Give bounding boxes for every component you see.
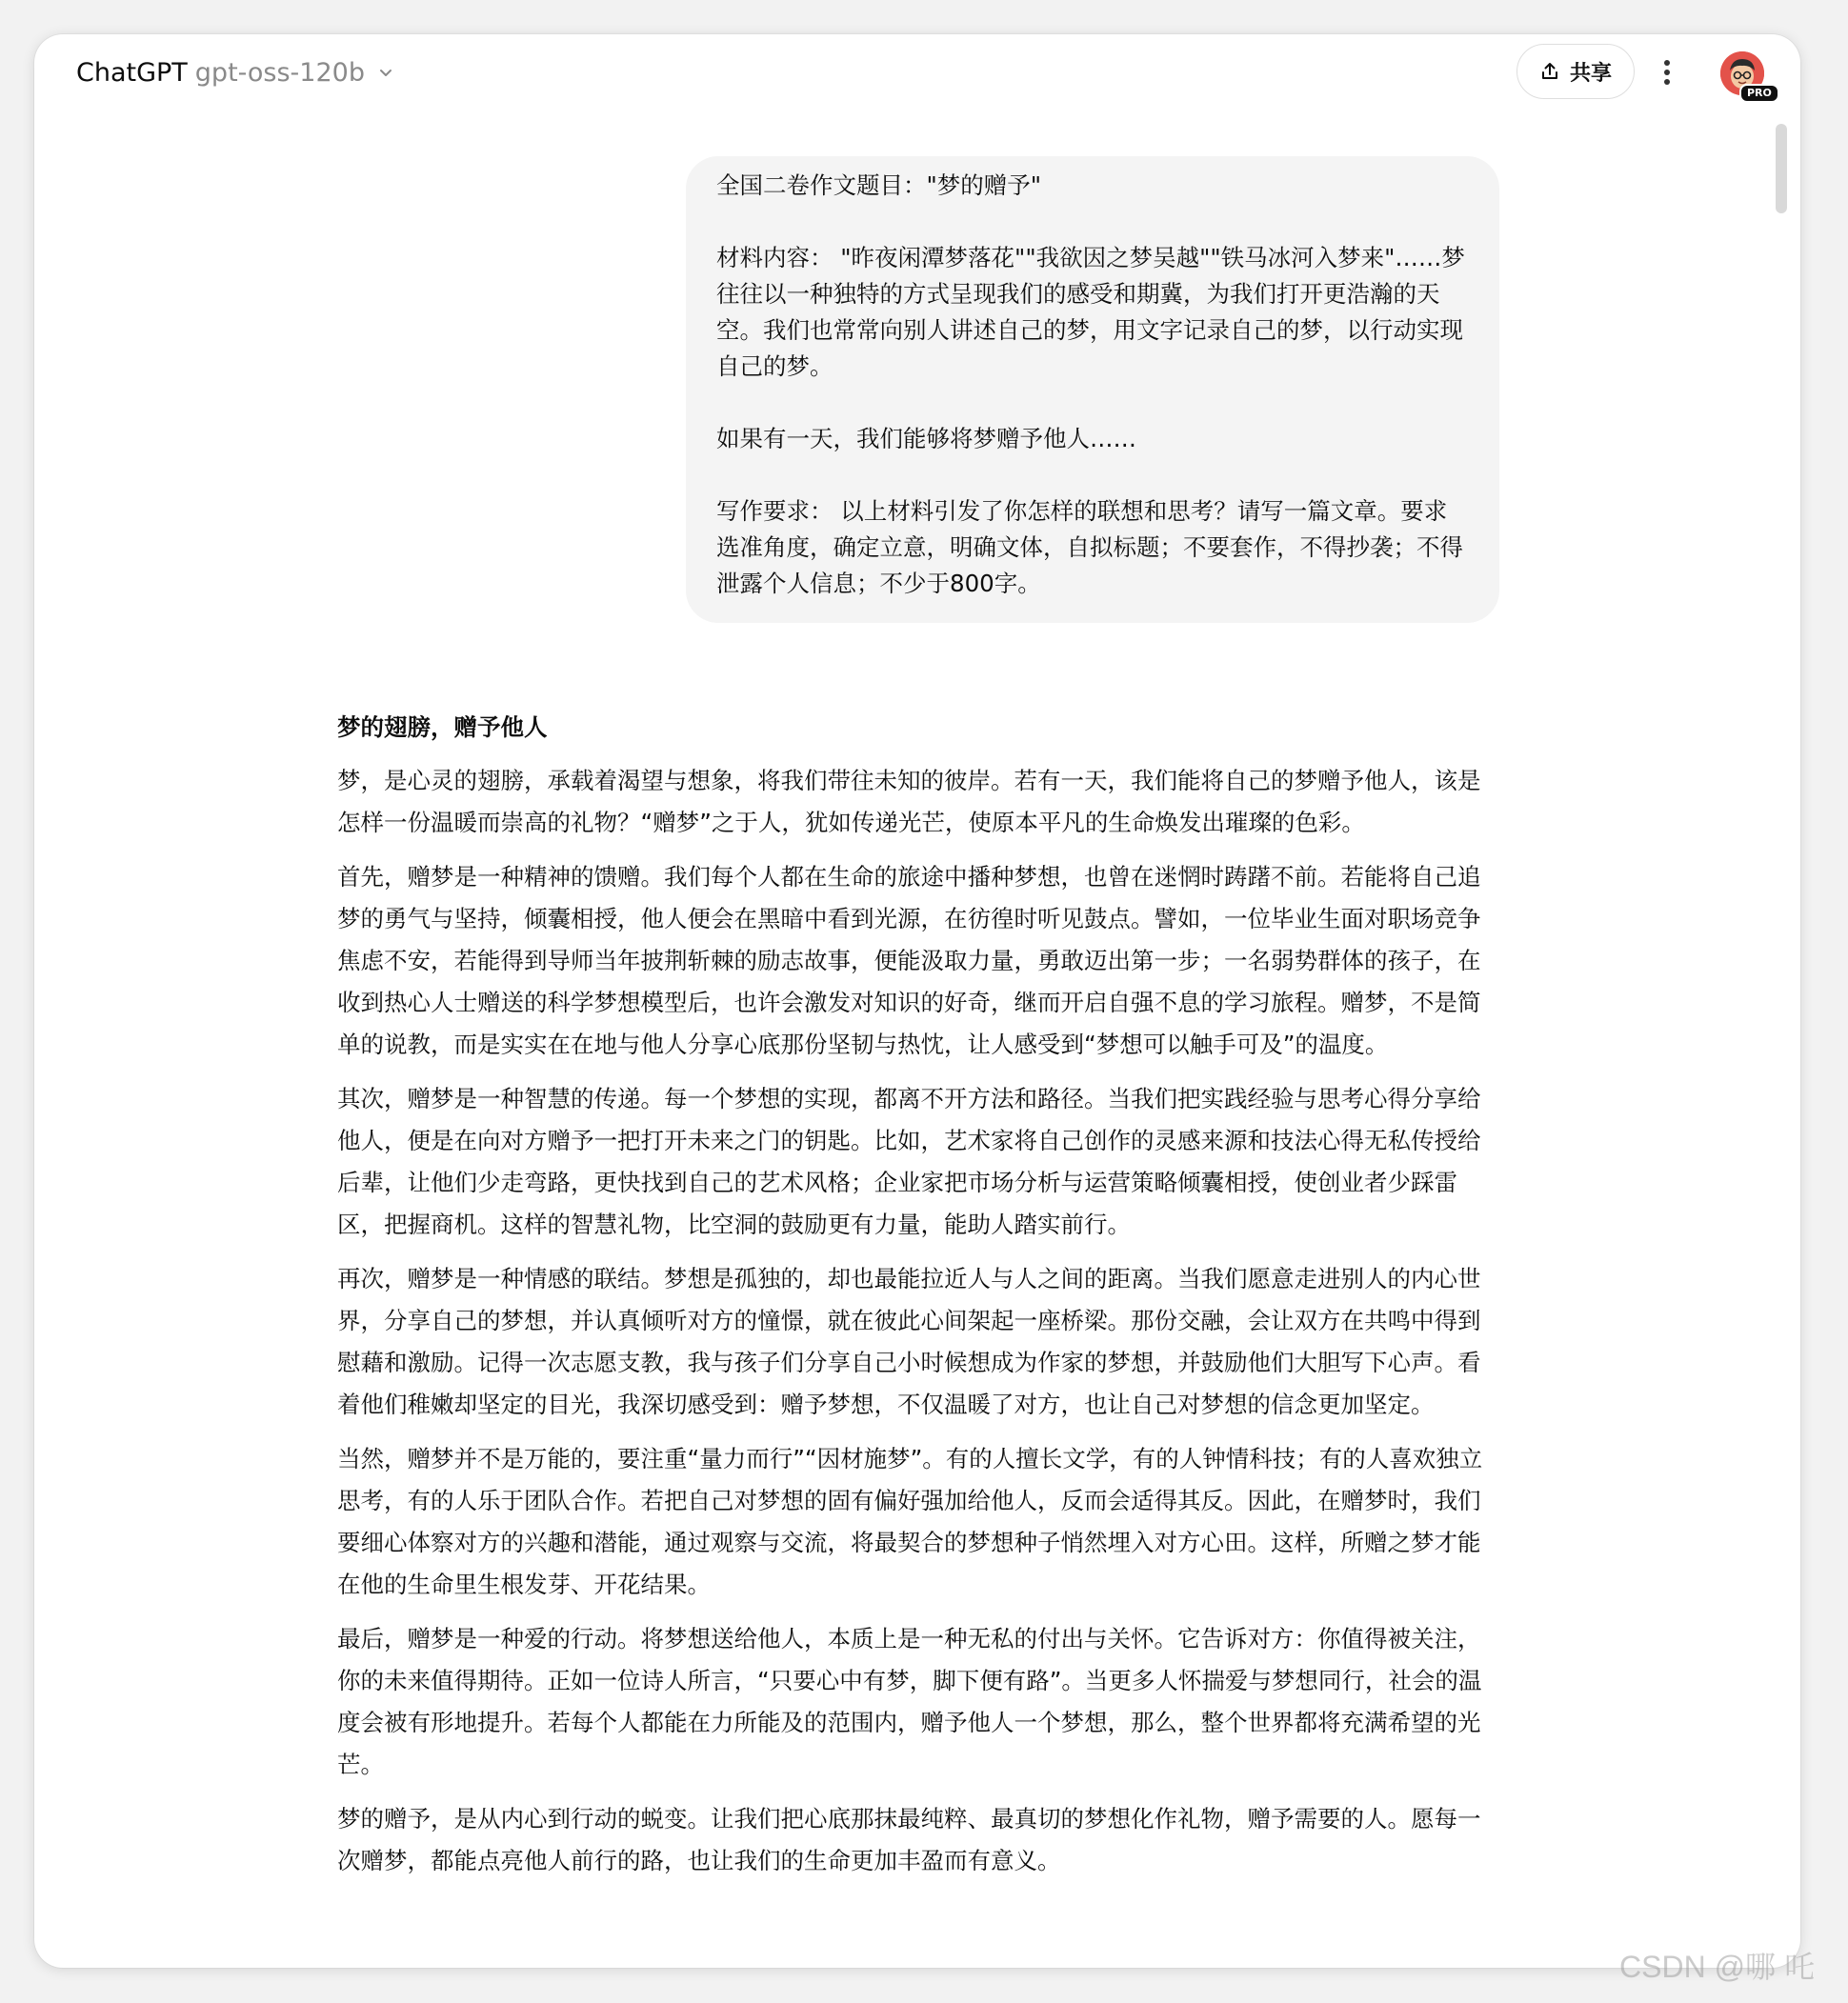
user-message-paragraph: 全国二卷作文题目："梦的赠予" <box>716 171 1042 199</box>
essay-title: 梦的翅膀，赠予他人 <box>337 713 548 741</box>
user-message-paragraph: 写作要求： 以上材料引发了你怎样的联想和思考？请写一篇文章。要求选准角度，确定立意，明确文体，自拟标题；不要套作，不得抄袭；不得泄露个人信息；不少于800字。 <box>716 497 1463 597</box>
share-button[interactable] <box>1517 44 1635 99</box>
chevron-down-icon <box>376 63 395 82</box>
essay-paragraph: 最后，赠梦是一种爱的行动。将梦想送给他人，本质上是一种无私的付出与关怀。它告诉对方：你值得被关注，你的未来值得期待。正如一位诗人所言，“只要心中有梦，脚下便有路”。当更多人怀揣爱与梦想同行，社会的温度会被有形地提升。若每个人都能在力所能及的范围内，赠予他人一个梦想，那么，整个世界都将充满希望的光芒。 <box>337 1625 1482 1778</box>
essay-paragraph: 当然，赠梦并不是万能的，要注重“量力而行”“因材施梦”。有的人擅长文学，有的人钟情科技；有的人喜欢独立思考，有的人乐于团队合作。若把自己对梦想的固有偏好强加给他人，反而会适得其反。因此，在赠梦时，我们要细心体察对方的兴趣和潜能，通过观察与交流，将最契合的梦想种子悄然埋入对方心田。这样，所赠之梦才能在他的生命里生根发芽、开花结果。 <box>337 1445 1483 1598</box>
user-message-paragraph: 如果有一天，我们能够将梦赠予他人…… <box>716 425 1136 452</box>
user-message-paragraph: 材料内容： "昨夜闲潭梦落花""我欲因之梦吴越""铁马冰河入梦来"……梦往往以一种独特的方式呈现我们的感受和期冀，为我们打开更浩瀚的天空。我们也常常向别人讲述自己的梦，用文字记录自己的梦，以行动实现自己的梦。 <box>716 244 1465 380</box>
model-selector[interactable] <box>76 53 395 91</box>
assistant-response <box>337 707 1501 1894</box>
essay-paragraph: 其次，赠梦是一种智慧的传递。每一个梦想的实现，都离不开方法和路径。当我们把实践经验与思考心得分享给他人，便是在向对方赠予一把打开未来之门的钥匙。比如，艺术家将自己创作的灵感来源和技法心得无私传授给后辈，让他们少走弯路，更快找到自己的艺术风格；企业家把市场分析与运营策略倾囊相授，使创业者少踩雷区，把握商机。这样的智慧礼物，比空洞的鼓励更有力量，能助人踏实前行。 <box>337 1085 1481 1238</box>
more-vertical-icon <box>1663 59 1671 86</box>
essay-paragraph: 首先，赠梦是一种精神的馈赠。我们每个人都在生命的旅途中播种梦想，也曾在迷惘时踌躇不前。若能将自己追梦的勇气与坚持，倾囊相授，他人便会在黑暗中看到光源，在彷徨时听见鼓点。譬如，一位毕业生面对职场竞争焦虑不安，若能得到导师当年披荆斩棘的励志故事，便能汲取力量，勇敢迈出第一步；一名弱势群体的孩子，在收到热心人士赠送的科学梦想模型后，也许会激发对知识的好奇，继而开启自强不息的学习旅程。赠梦，不是简单的说教，而是实实在在地与他人分享心底那份坚韧与热忱，让人感受到“梦想可以触手可及”的温度。 <box>337 863 1481 1058</box>
user-avatar[interactable] <box>1720 51 1772 99</box>
chat-window <box>34 34 1800 1968</box>
pro-badge: PRO <box>1739 84 1779 103</box>
top-bar <box>34 34 1800 112</box>
share-label: 共享 <box>1569 61 1612 86</box>
more-options-button[interactable] <box>1646 51 1688 93</box>
essay-paragraph: 梦，是心灵的翅膀，承载着渴望与想象，将我们带往未知的彼岸。若有一天，我们能将自己的梦赠予他人，该是怎样一份温暖而崇高的礼物？“赠梦”之于人，犹如传递光芒，使原本平凡的生命焕发出璀璨的色彩。 <box>337 767 1481 836</box>
model-name: gpt-oss-120b <box>194 57 365 88</box>
watermark: CSDN @哪 吒 <box>1619 1950 1815 1984</box>
scrollbar-thumb[interactable] <box>1776 124 1787 213</box>
essay-paragraph: 再次，赠梦是一种情感的联结。梦想是孤独的，却也最能拉近人与人之间的距离。当我们愿意走进别人的内心世界，分享自己的梦想，并认真倾听对方的憧憬，就在彼此心间架起一座桥梁。那份交融，会让双方在共鸣中得到慰藉和激励。记得一次志愿支教，我与孩子们分享自己小时候想成为作家的梦想，并鼓励他们大胆写下心声。看着他们稚嫩却坚定的目光，我深切感受到：赠予梦想，不仅温暖了对方，也让自己对梦想的信念更加坚定。 <box>337 1265 1481 1418</box>
share-icon <box>1539 61 1560 82</box>
app-name: ChatGPT <box>76 57 188 88</box>
essay-paragraph: 梦的赠予，是从内心到行动的蜕变。让我们把心底那抹最纯粹、最真切的梦想化作礼物，赠予需要的人。愿每一次赠梦，都能点亮他人前行的路，也让我们的生命更加丰盈而有意义。 <box>337 1805 1481 1874</box>
user-message-bubble <box>686 156 1499 623</box>
